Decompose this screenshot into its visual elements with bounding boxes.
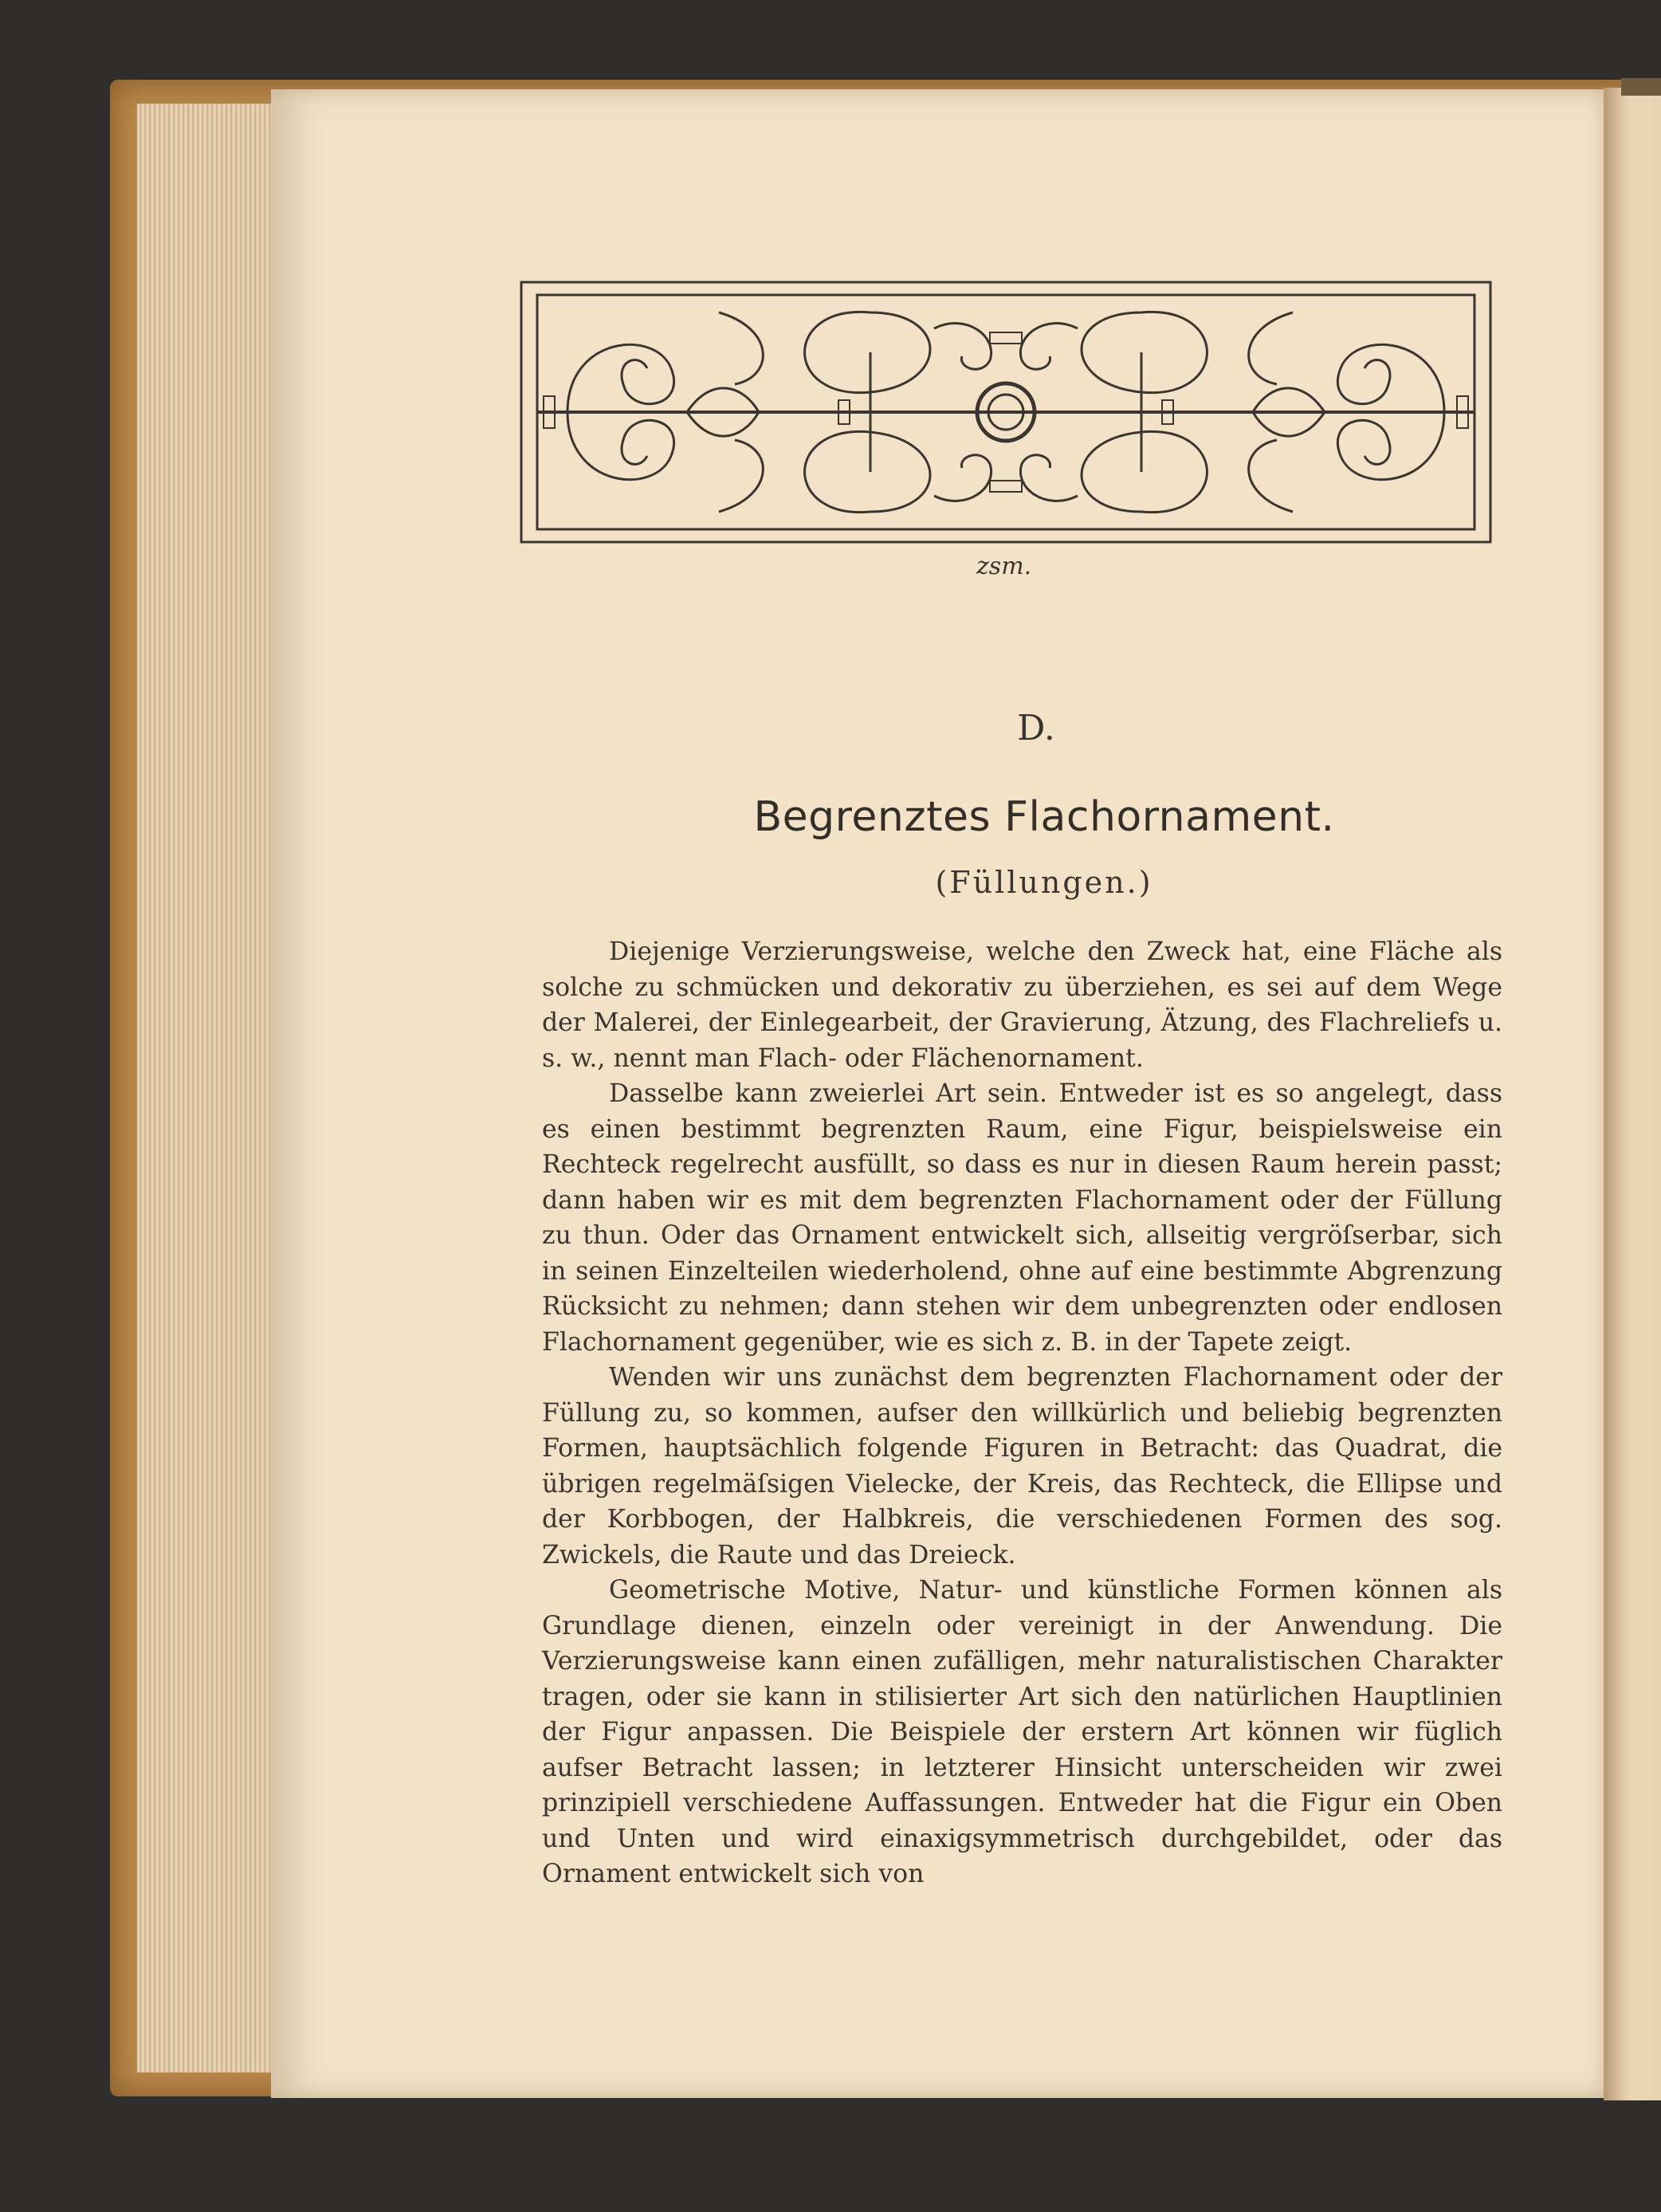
- page-edges: [137, 104, 282, 2073]
- section-title: Begrenztes Flachornament.: [753, 793, 1335, 841]
- paragraph: Dasselbe kann zweierlei Art sein. Entweder ist es so angelegt, dass es einen bestimmt begrenzten Raum, eine Figur, beispielsweise ein Rechteck regelrecht ausfüllt, so dass es nur in diesen Raum herein passt; dann haben wir es mit dem begrenzten Flachornament oder der Füllung zu thun. Oder das Ornament entwickelt sich, allseitig vergröſserbar, sich in seinen Einzelteilen wiederholend, ohne auf eine bestimmte Abgrenzung Rücksicht zu nehmen; dann stehen wir dem unbegrenzten oder endlosen Flachornament gegenüber, wie es sich z. B. in der Tapete zeigt.: [542, 1079, 1502, 1357]
- signature-text: zsm.: [976, 552, 1032, 580]
- next-page-edge: [1621, 78, 1661, 96]
- book-gutter: [1604, 88, 1661, 2100]
- paragraph: Diejenige Verzierungsweise, welche den Zweck hat, eine Fläche als solche zu schmücken und dekorativ zu überziehen, es sei auf dem Wege der Malerei, der Einlegearbeit, der Gravierung, Ätzung, des Flachreliefs u. s. w., nennt man Flach- oder Flächenornament.: [542, 937, 1502, 1073]
- paragraph: Wenden wir uns zunächst dem begrenzten Flachornament oder der Füllung zu, so kommen, aufser den willkürlich und beliebig begrenzten Formen, hauptsächlich folgende Figuren in Betracht: das Quadrat, die übrigen regelmäſsigen Vielecke, der Kreis, das Rechteck, die Ellipse und der Korbbogen, der Halbkreis, die verschiedenen Formen des sog. Zwickels, die Raute und das Dreieck.: [542, 1363, 1502, 1570]
- paragraph: Geometrische Motive, Natur- und künstliche Formen können als Grundlage dienen, einzeln oder vereinigt in der Anwendung. Die Verzierungsweise kann einen zufälligen, mehr naturalistischen Charakter tragen, oder sie kann in stilisierter Art sich den natürlichen Hauptlinien der Figur anpassen. Die Beispiele der erstern Art können wir füglich aufser Betracht lassen; in letzterer Hinsicht unterscheiden wir zwei prinzipiell verschiedene Auffassungen. Entweder hat die Figur ein Oben und Unten und wird einaxigsymmetrisch durchgebildet, oder das Ornament entwickelt sich von: [542, 1576, 1502, 1888]
- section-letter: D.: [1017, 708, 1055, 748]
- wrought-iron-ornament: [520, 281, 1492, 544]
- section-subtitle: (Füllungen.): [935, 865, 1153, 900]
- body-text: [542, 934, 1502, 1892]
- artist-signature: [968, 545, 1088, 585]
